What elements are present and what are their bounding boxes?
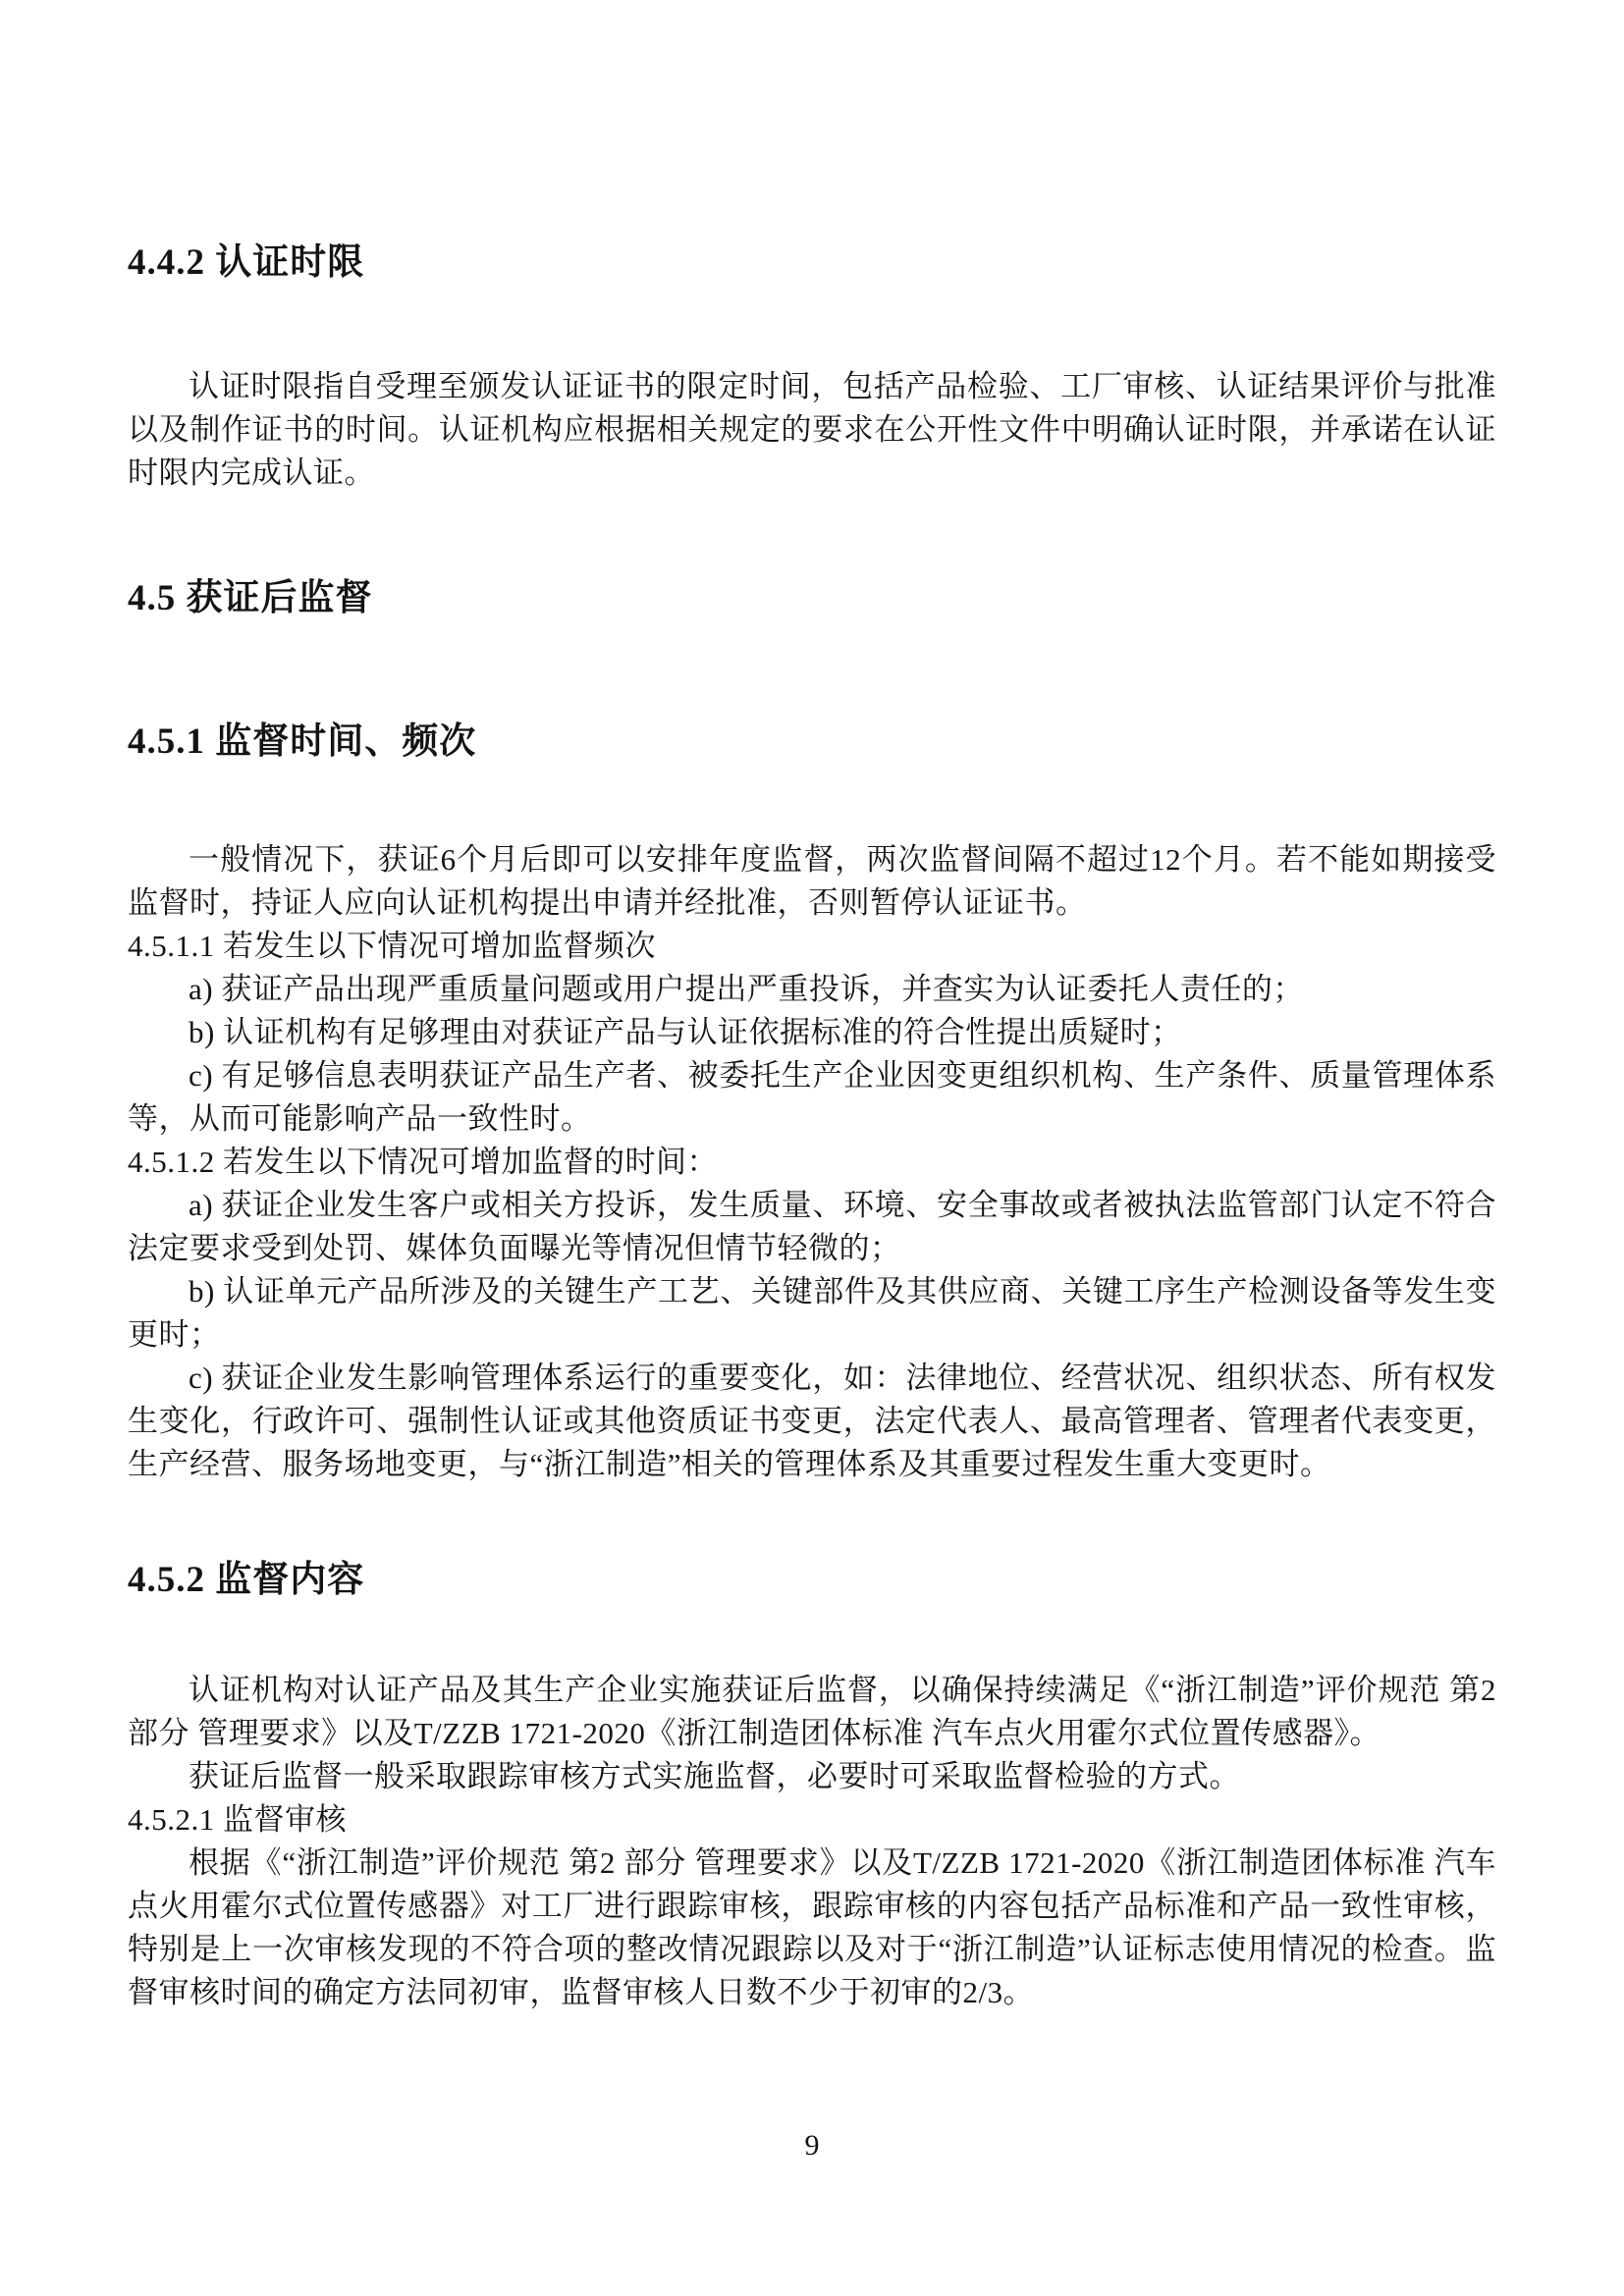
heading-4-5-2-supervision-content: 4.5.2 监督内容 xyxy=(128,1560,365,1600)
paragraph-supervision-method: 获证后监督一般采取跟踪审核方式实施监督，必要时可采取监督检验的方式。 xyxy=(189,1759,1240,1793)
page-footer xyxy=(0,2128,1624,2163)
list-item-a-frequency: a) 获证产品出现严重质量问题或用户提出严重投诉，并查实为认证委托人责任的； xyxy=(189,972,1304,1006)
paragraph-supervision-content: 认证机构对认证产品及其生产企业实施获证后监督，以确保持续满足《“浙江制造”评价规范 第2 部分 管理要求》以及T/ZZB 1721-2020《浙江制造团体标准 汽车点火用霍尔式位置传感器》。 xyxy=(128,1673,1496,1750)
list-item-a-time: a) 获证企业发生客户或相关方投诉，发生质量、环境、安全事故或者被执法监管部门认定不符合法定要求受到处罚、媒体负面曝光等情况但情节轻微的； xyxy=(128,1188,1496,1265)
clause-4-5-2-1: 4.5.2.1 监督审核 xyxy=(128,1802,347,1837)
list-item-c-time: c) 获证企业发生影响管理体系运行的重要变化，如：法律地位、经营状况、组织状态、所有权发生变化，行政许可、强制性认证或其他资质证书变更，法定代表人、最高管理者、管理者代表变更，生产经营、服务场地变更，与“浙江制造”相关的管理体系及其重要过程发生重大变更时。 xyxy=(128,1361,1496,1481)
list-item-c-frequency: c) 有足够信息表明获证产品生产者、被委托生产企业因变更组织机构、生产条件、质量管理体系等，从而可能影响产品一致性时。 xyxy=(128,1058,1496,1136)
list-item-b-frequency: b) 认证机构有足够理由对获证产品与认证依据标准的符合性提出质疑时； xyxy=(189,1015,1182,1049)
paragraph-cert-time-limit: 认证时限指自受理至颁发认证证书的限定时间，包括产品检验、工厂审核、认证结果评价与批准以及制作证书的时间。认证机构应根据相关规定的要求在公开性文件中明确认证时限，并承诺在认证时限内完成认证。 xyxy=(128,369,1496,490)
list-item-b-time: b) 认证单元产品所涉及的关键生产工艺、关键部件及其供应商、关键工序生产检测设备等发生变更时； xyxy=(128,1274,1496,1352)
paragraph-supervision-audit: 根据《“浙江制造”评价规范 第2 部分 管理要求》以及T/ZZB 1721-2020《浙江制造团体标准 汽车点火用霍尔式位置传感器》对工厂进行跟踪审核，跟踪审核的内容包括产品标准和产品一致性审核，特别是上一次审核发现的不符合项的整改情况跟踪以及对于“浙江制造”认证标志使用情况的检查。监督审核时间的确定方法同初审，监督审核人日数不少于初审的2/3。 xyxy=(128,1845,1496,2009)
document-content xyxy=(128,0,1496,2014)
heading-4-5-post-cert-supervision: 4.5 获证后监督 xyxy=(128,578,373,618)
page-number: 9 xyxy=(804,2129,820,2162)
heading-4-4-2-cert-time-limit: 4.4.2 认证时限 xyxy=(128,242,365,283)
paragraph-supervision-schedule: 一般情况下，获证6个月后即可以安排年度监督，两次监督间隔不超过12个月。若不能如期接受监督时，持证人应向认证机构提出申请并经批准，否则暂停认证证书。 xyxy=(128,842,1496,920)
heading-4-5-1-supervision-time-frequency: 4.5.1 监督时间、频次 xyxy=(128,721,477,762)
clause-4-5-1-2: 4.5.1.2 若发生以下情况可增加监督的时间： xyxy=(128,1145,718,1179)
clause-4-5-1-1: 4.5.1.1 若发生以下情况可增加监督频次 xyxy=(128,929,656,963)
